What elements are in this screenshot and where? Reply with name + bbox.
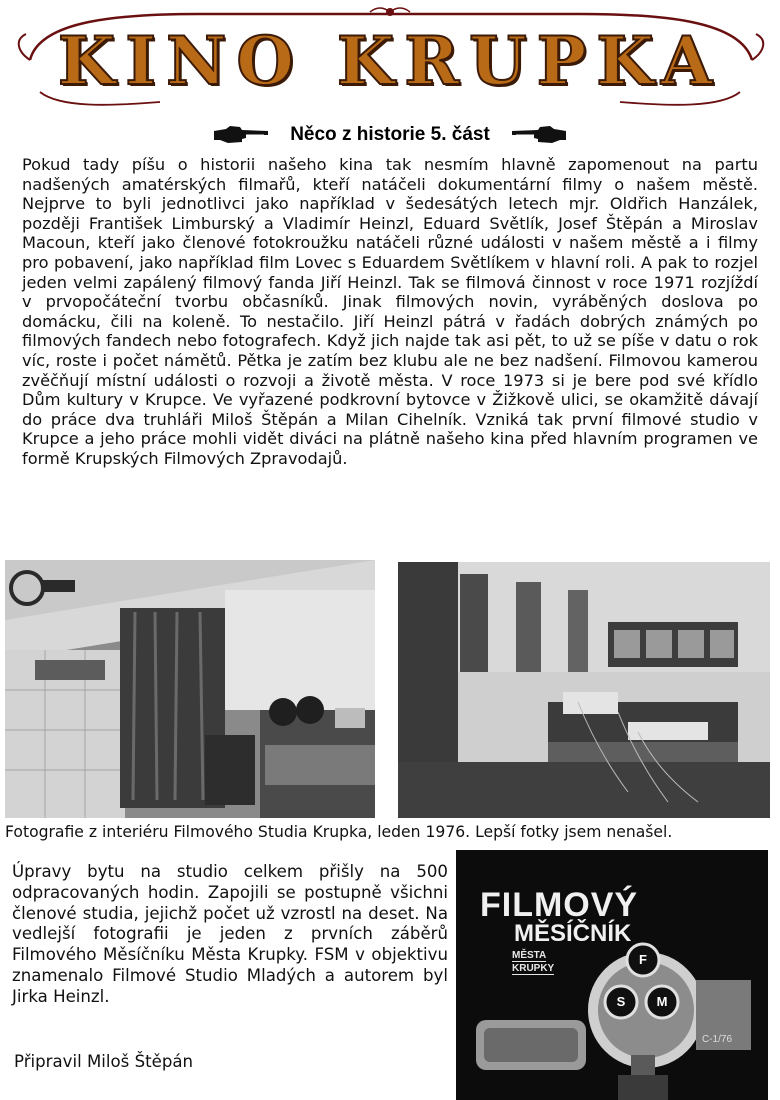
film-subtitle-line-2: KRUPKY [512, 963, 555, 974]
body-paragraph: Úpravy bytu na studio celkem přišly na 500 odpracovaných hodin. Zapojili se postupně všichni členové studia, jejichž počet už vzrostl na deset. Na vedlejší fotografii je jeden z prvních záběrů Filmového Měsíčníku Města Krupky. FSM v objektivu znamenalo Filmové Studio Mladých a autorem byl Jirka Heinzl. [12, 862, 448, 1006]
studio-interior-photo-2 [398, 562, 770, 818]
pointing-hand-right-icon [212, 123, 272, 147]
lens-label-f: F [639, 952, 647, 967]
author-credit: Připravil Miloš Štěpán [14, 1052, 194, 1071]
film-reel-code: C-1/76 [702, 1034, 733, 1045]
film-monthly-still-photo [456, 850, 768, 1100]
pointing-hand-left-icon [508, 123, 568, 147]
photo-caption: Fotografie z interiéru Filmového Studia Krupka, leden 1976. Lepší fotky jsem nenašel. [5, 823, 673, 841]
intro-paragraph: Pokud tady píšu o historii našeho kina tak nesmím hlavně zapomenout na partu nadšených amatérských filmařů, kteří natáčeli dokumentární filmy o našem městě. Nejprve to byli jednotlivci jako například v šedesátých letech mjr. Oldřich Hanzálek, později František Limburský a Vladimír Heinzl, Eduard Světlík, Josef Štěpán a Miroslav Macoun, kteří jako členové fotokroužku natáčeli různé události v našem městě a i filmy pro pobavení, jako například film Lovec s Eduardem Světlíkem v hlavní roli. A pak to rozjel jeden velmi zapálený filmový fanda Jiří Heinzl. Tak se filmová činnost v roce 1971 rozjíždí v prvopočáteční tvorbu občasníků. Jinak filmových novin, vyráběných doslova po domácku, čili na koleně. To nestačilo. Jiří Heinzl pátrá v řadách dobrých známých po filmových fandech nebo fotografech. Když jich najde tak asi pět, to už se píše v datu o rok víc, roste i počet námětů. Pětka je zatím bez klubu ale ne bez nadšení. Filmovou kamerou zvěčňují místní události o rozvoji a životě města. V roce 1973 si je bere pod své křídlo Dům kultury v Krupce. Ve vyřazené podkrovní bytovce v Žižkově ulici, se okamžitě dávají do práce dva truhláři Miloš Štěpán a Milan Cihelník. Vzniká tak první filmové studio v Krupce a jeho práce mohli vidět diváci na plátně našeho kina před hlavním programen ve formě Krupských Filmových Zpravodajů. [22, 155, 758, 468]
masthead [0, 0, 780, 118]
film-subtitle-line-1: MĚSTA [512, 950, 547, 961]
lens-label-s: S [616, 994, 626, 1009]
section-heading-row [0, 120, 780, 150]
film-title-line-1: FILMOVÝ [480, 886, 639, 924]
section-heading: Něco z historie 5. část [290, 124, 490, 145]
masthead-title: KINO KRUPKA [57, 22, 723, 100]
film-title-line-2: MĚSÍČNÍK [514, 920, 632, 947]
studio-interior-photo-1 [5, 560, 375, 818]
lens-label-m: M [656, 994, 668, 1009]
